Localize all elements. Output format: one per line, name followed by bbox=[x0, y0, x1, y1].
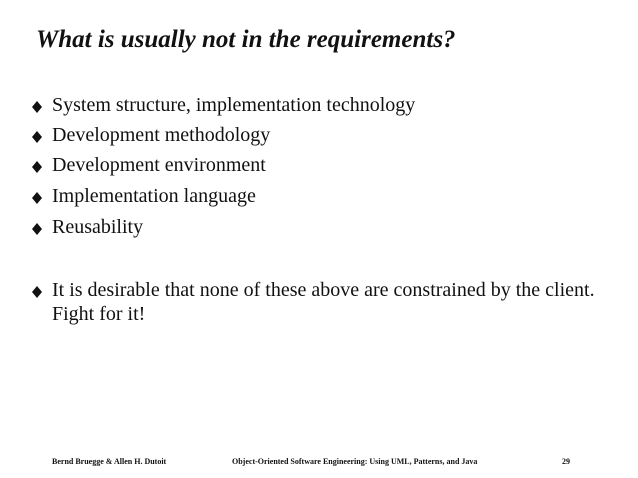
bullet-text: Development environment bbox=[52, 154, 266, 176]
page-number: 29 bbox=[562, 457, 570, 466]
diamond-bullet-icon bbox=[32, 101, 42, 113]
diamond-bullet-icon bbox=[32, 223, 42, 235]
footer-book-title: Object-Oriented Software Engineering: Using UML, Patterns, and Java bbox=[232, 457, 478, 466]
diamond-bullet-icon bbox=[32, 192, 42, 204]
bullet-text: Implementation language bbox=[52, 185, 256, 207]
bullet-text: System structure, implementation technology bbox=[52, 94, 416, 116]
diamond-bullet-icon bbox=[32, 131, 42, 143]
bullet-text: Development methodology bbox=[52, 124, 271, 146]
slide-footer bbox=[0, 457, 638, 471]
footer-authors: Bernd Bruegge & Allen H. Dutoit bbox=[52, 457, 167, 466]
bullet-text: Reusability bbox=[52, 216, 144, 238]
diamond-bullet-icon bbox=[32, 286, 42, 298]
bullet-text: It is desirable that none of these above are constrained by the client. Fight for it! bbox=[52, 279, 595, 325]
diamond-bullet-icon bbox=[32, 161, 42, 173]
slide-title: What is usually not in the requirements? bbox=[36, 26, 456, 53]
